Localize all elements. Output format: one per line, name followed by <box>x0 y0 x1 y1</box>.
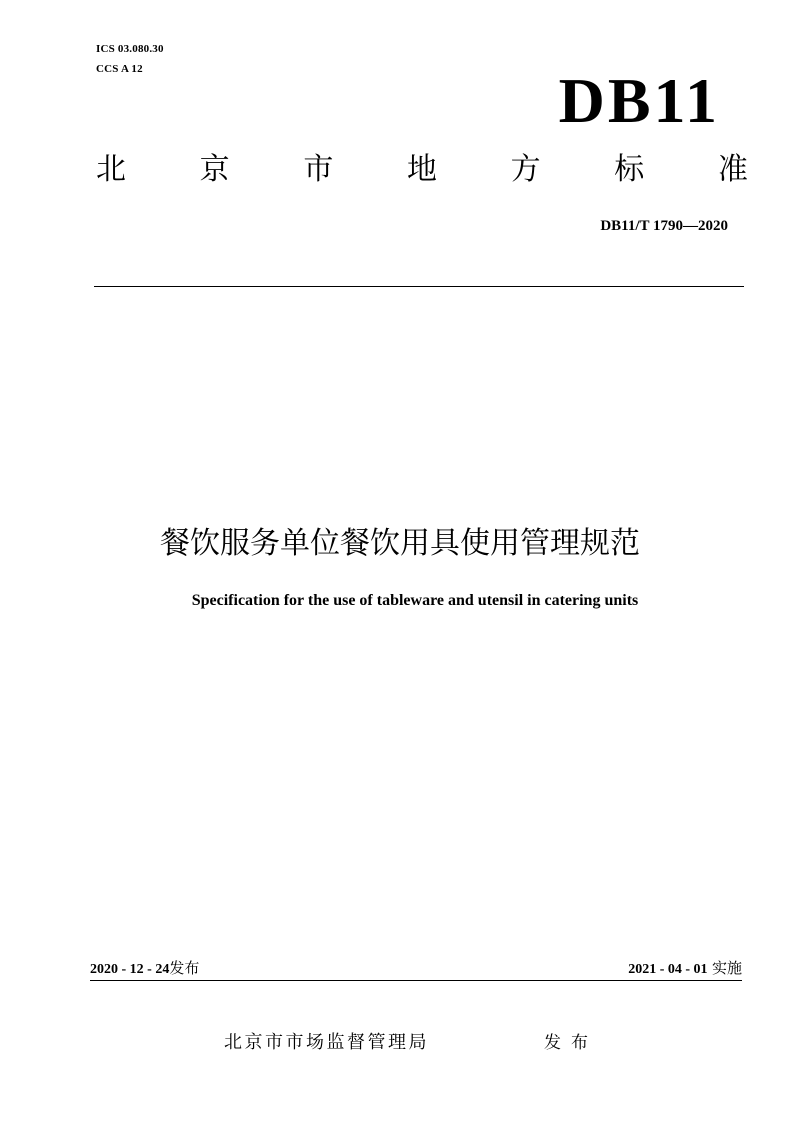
standard-type-char: 地 <box>406 152 437 187</box>
effective-date: 2021 - 04 - 01 <box>628 962 708 977</box>
standard-type-char: 方 <box>510 152 541 187</box>
standard-type-char: 准 <box>717 152 748 187</box>
standard-type-char: 市 <box>303 152 334 187</box>
standard-type-char: 京 <box>199 152 230 187</box>
footer-divider <box>90 980 742 981</box>
effective-date-line <box>628 958 742 980</box>
ics-code: ICS 03.080.30 <box>96 43 164 55</box>
db-standard-logo: DB11 <box>558 65 720 136</box>
document-title-english: Specification for the use of tableware and utensil in catering units <box>191 592 639 609</box>
publish-date-line <box>90 958 199 980</box>
ccs-code: CCS A 12 <box>96 63 143 75</box>
header-divider <box>94 286 744 287</box>
publish-date: 2020 - 12 - 24 <box>90 962 170 977</box>
standard-number: DB11/T 1790—2020 <box>600 218 728 234</box>
publish-label: 发布 <box>169 959 200 977</box>
standard-type-char: 标 <box>614 152 645 187</box>
publisher-action: 发布 <box>544 1033 598 1053</box>
effective-label: 实施 <box>711 959 742 977</box>
standard-type-char: 北 <box>96 152 126 187</box>
standard-type-heading <box>96 150 748 190</box>
document-title-chinese: 餐饮服务单位餐饮用具使用管理规范 <box>160 526 640 561</box>
publisher-name: 北京市市场监督管理局 <box>224 1032 429 1053</box>
